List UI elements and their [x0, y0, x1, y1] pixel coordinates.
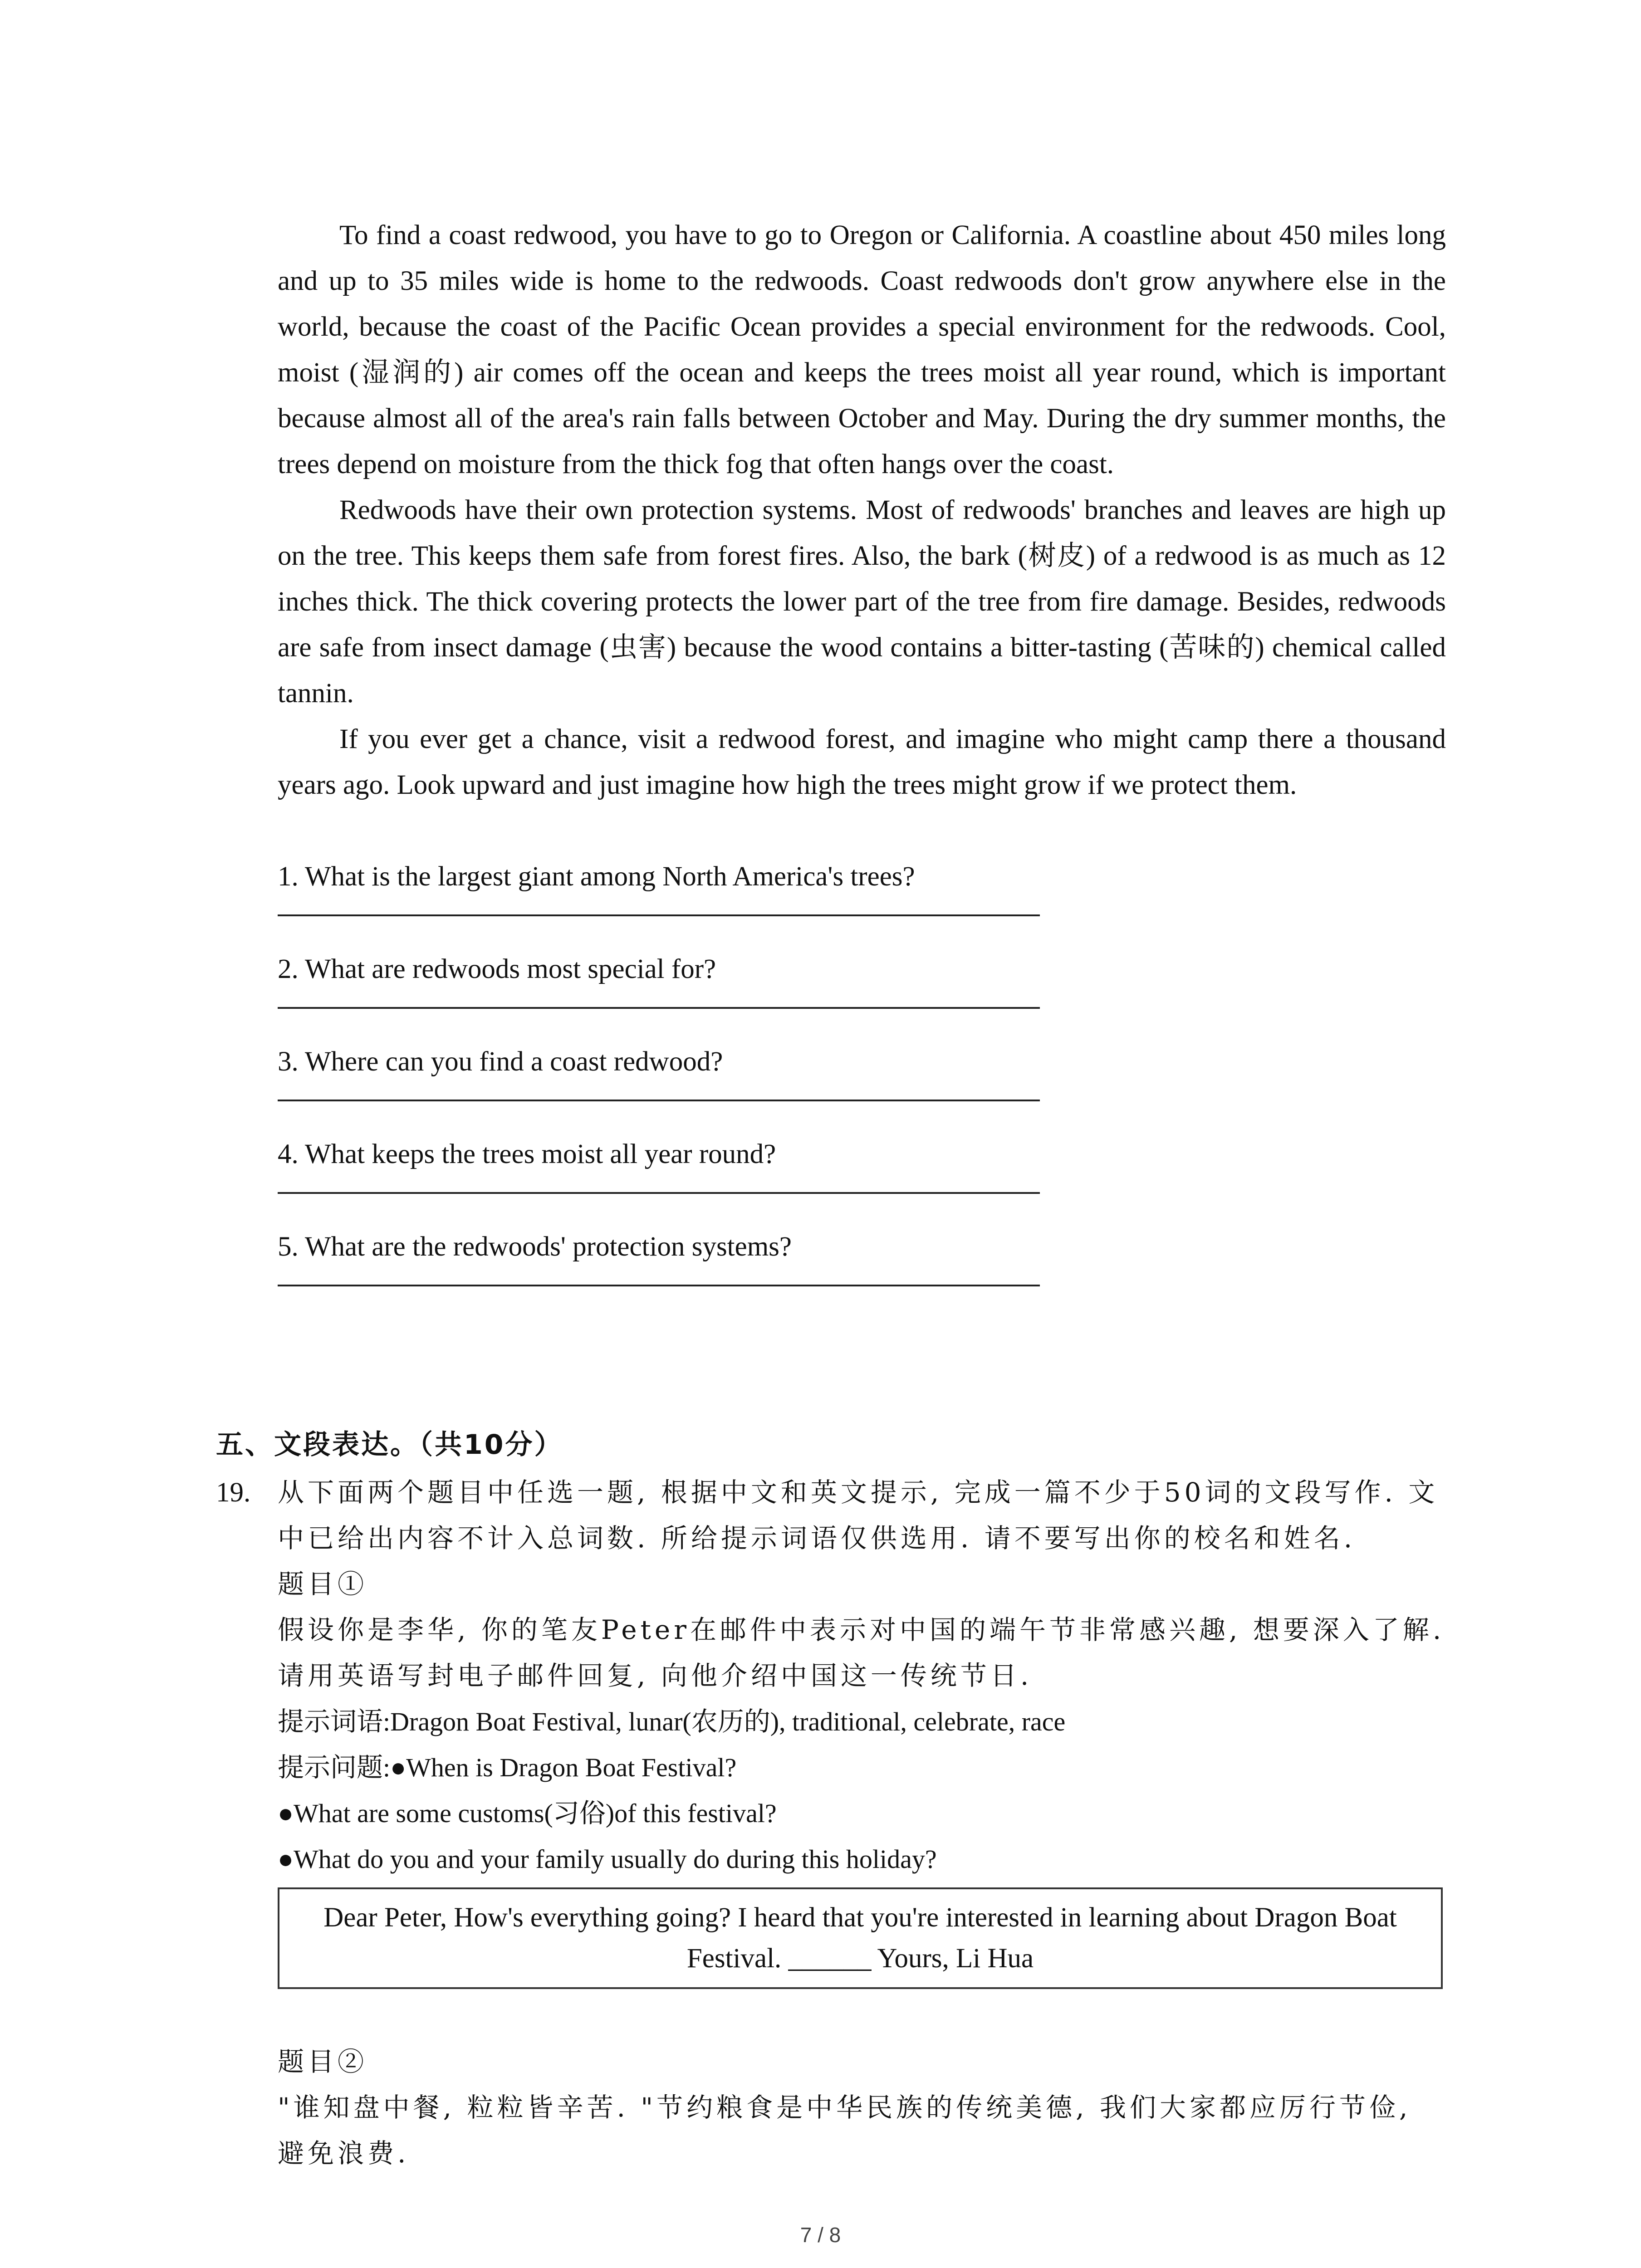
- question-1: 1. What is the largest giant among North America's trees?: [278, 861, 915, 892]
- topic1-desc-line-1: 假设你是李华, 你的笔友Peter在邮件中表示对中国的端午节非常感兴趣, 想要深入了解.: [278, 1614, 1445, 1645]
- writing-task: [216, 1470, 1450, 2176]
- question-2: 2. What are redwoods most special for?: [278, 954, 716, 984]
- passage-paragraph-2: Redwoods have their own protection systems. Most of redwoods' branches and leaves are high up on the tree. This keeps them safe from forest fires. Also, the bark (树皮) of a redwood is as much as 12 inches thick. The thick covering protects the lower part of the tree from fire damage. Besides, redwoods are safe from insect damage (虫害) because the wood contains a bitter-tasting (苦味的) chemical called tannin.: [278, 495, 1446, 709]
- letter-template-box: Dear Peter, How's everything going? I heard that you're interested in learning about Dragon Boat Festival. ______ Yours, Li Hua: [278, 1887, 1443, 1989]
- topic1-hint-question-3: ●What do you and your family usually do during this holiday?: [278, 1844, 937, 1874]
- answer-line-4[interactable]: [278, 1192, 1040, 1194]
- item-number: 19.: [216, 1477, 251, 1508]
- passage-paragraph-3: If you ever get a chance, visit a redwood forest, and imagine who might camp there a thousand years ago. Look upward and just imagine how high the trees might grow if we protect them.: [278, 724, 1446, 800]
- answer-line-2[interactable]: [278, 1007, 1040, 1009]
- item-body: [278, 1470, 1448, 2176]
- reading-section: [278, 212, 1446, 1316]
- topic1-label: 题目①: [278, 1569, 368, 1599]
- question-list: [278, 854, 1446, 1286]
- question-5: 5. What are the redwoods' protection systems?: [278, 1232, 792, 1262]
- spacer: [278, 1989, 1448, 2039]
- instruction-line-1: 从下面两个题目中任选一题, 根据中文和英文提示, 完成一篇不少于50词的文段写作. 文: [278, 1477, 1439, 1508]
- section-heading: 五、文段表达。（共10分）: [216, 1429, 563, 1461]
- topic2-label: 题目②: [278, 2046, 368, 2077]
- question-4: 4. What keeps the trees moist all year round?: [278, 1139, 776, 1169]
- answer-line-5[interactable]: [278, 1285, 1040, 1286]
- topic2-desc-line-1: "谁知盘中餐, 粒粒皆辛苦. "节约粮食是中华民族的传统美德, 我们大家都应厉行节俭,: [278, 2092, 1411, 2123]
- topic2-desc-line-2: 避免浪费.: [278, 2138, 410, 2169]
- instruction-line-2: 中已给出内容不计入总词数. 所给提示词语仅供选用. 请不要写出你的校名和姓名.: [278, 1523, 1356, 1554]
- topic1-desc-line-2: 请用英语写封电子邮件回复, 向他介绍中国这一传统节日.: [278, 1660, 1033, 1691]
- page-number: 7 / 8: [800, 2223, 841, 2247]
- passage-paragraph-1: To find a coast redwood, you have to go to Oregon or California. A coastline about 450 miles long and up to 35 miles wide is home to the redwoods. Coast redwoods don't grow anywhere else in the world, because the coast of the Pacific Ocean provides a special environment for the redwoods. Cool, moist (湿润的) air comes off the ocean and keeps the trees moist all year round, which is important because almost all of the area's rain falls between October and May. During the dry summer months, the trees depend on moisture from the thick fog that often hangs over the coast.: [278, 220, 1446, 479]
- answer-line-3[interactable]: [278, 1100, 1040, 1101]
- topic1-hint-words: 提示词语:Dragon Boat Festival, lunar(农历的), traditional, celebrate, race: [278, 1707, 1066, 1736]
- topic1-hint-question-1: 提示问题:●When is Dragon Boat Festival?: [278, 1753, 737, 1782]
- question-3: 3. Where can you find a coast redwood?: [278, 1046, 723, 1077]
- topic1-hint-question-2: ●What are some customs(习俗)of this festival?: [278, 1799, 777, 1828]
- answer-line-1[interactable]: [278, 914, 1040, 916]
